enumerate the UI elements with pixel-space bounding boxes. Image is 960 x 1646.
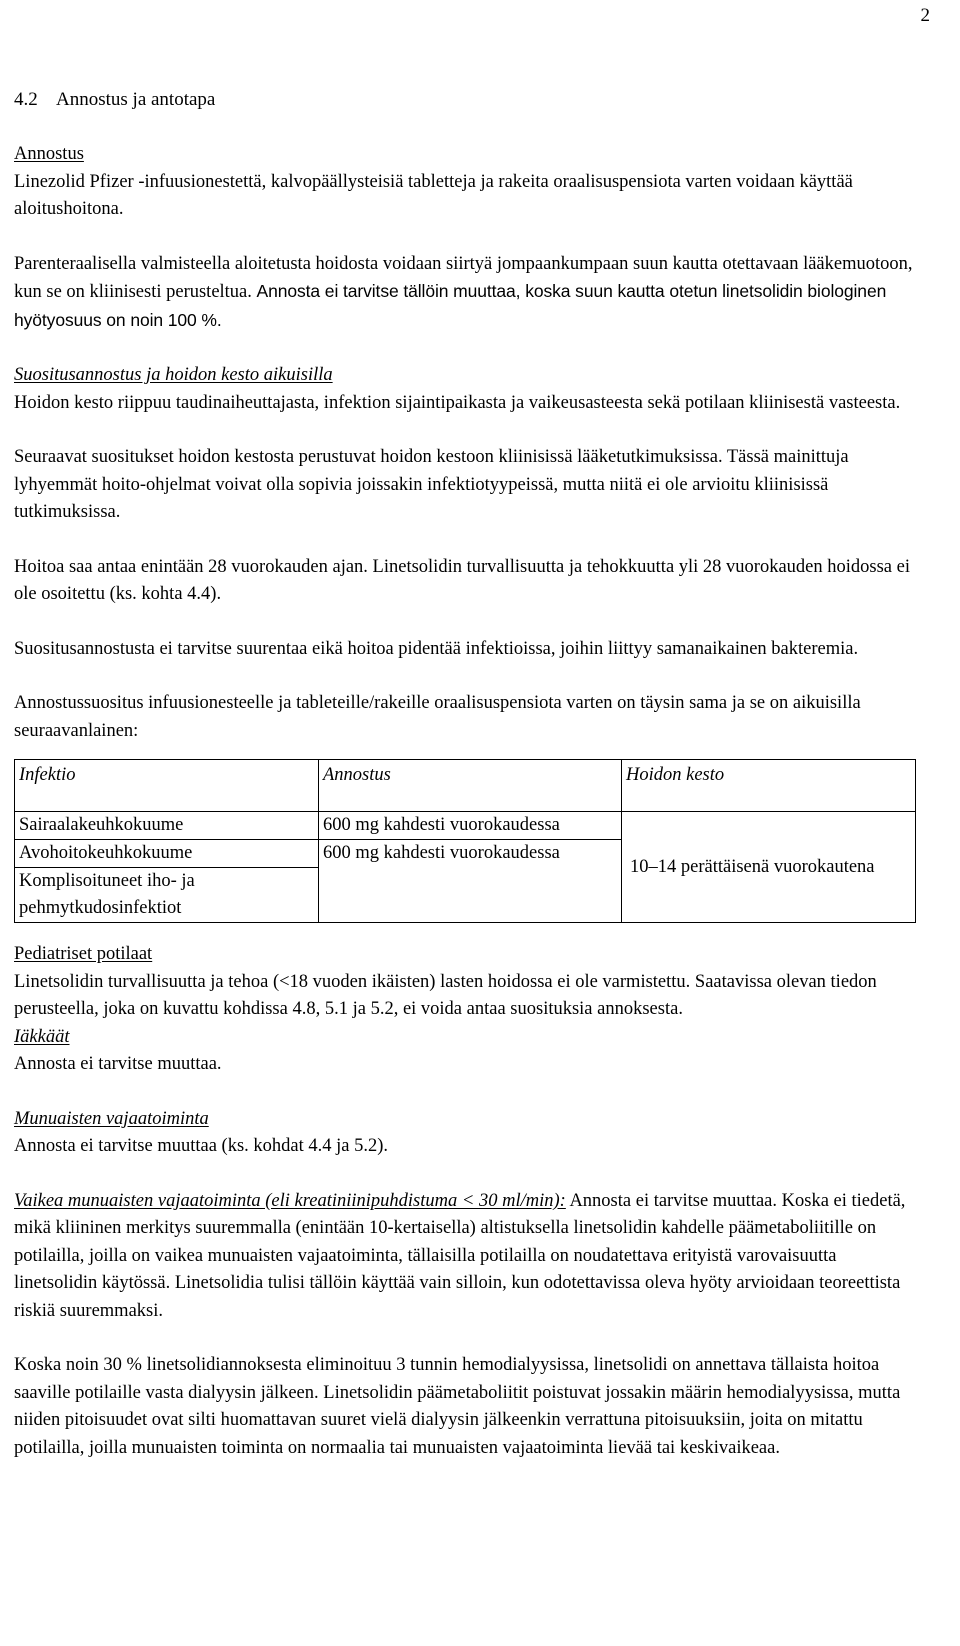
adults-paragraph-1: Hoidon kesto riippuu taudinaiheuttajasta, infektion sijaintipaikasta ja vaikeusasteesta sekä potilaan kliinisestä vasteesta.	[14, 392, 901, 413]
header-annostus: Annostus	[319, 760, 622, 812]
annostus-title: Annostus	[14, 144, 84, 164]
infection-iho-ja-pehmytkudos: Komplisoituneet iho- ja pehmytkudosinfektiot	[19, 871, 195, 918]
pediatric-text: Linetsolidin turvallisuutta ja tehoa (<18 vuoden ikäisten) lasten hoidossa ei ole varmistettu. Saatavissa olevan tiedon perusteella, joka on kuvattu kohdissa 4.8, 5.1 ja 5.2, ei voida antaa suosituksia annoksesta.	[14, 971, 877, 1019]
header-infektio: Infektio	[15, 760, 319, 812]
infection-sairaalakeuhkokuume: Sairaalakeuhkokuume	[15, 812, 318, 840]
infection-avohoitokeuhkokuume: Avohoitokeuhkokuume	[15, 840, 318, 868]
duration-cell: 10–14 perättäisenä vuorokautena	[622, 812, 916, 923]
adults-paragraph-4: Suositusannostusta ei tarvitse suurentaa eikä hoitoa pidentää infektioissa, joihin liittyy samanaikainen bakteremia.	[14, 638, 859, 659]
elderly-title: Iäkkäät	[14, 1026, 70, 1047]
annostus-paragraph-2-sans: Annosta ei tarvitse tällöin muuttaa, koska suun kautta otetun linetsolidin biologinen hyötyosuus on noin 100 %.	[14, 281, 887, 330]
adults-paragraph-5: Annostussuositus infuusionesteelle ja tableteille/rakeille oraalisuspensiota varten on täysin sama ja se on aikuisilla seuraavanlainen:	[14, 693, 861, 741]
renal-title: Munuaisten vajaatoiminta	[14, 1108, 209, 1129]
dosage-table-row	[15, 812, 916, 923]
adults-paragraph-3: Hoitoa saa antaa enintään 28 vuorokauden ajan. Linetsolidin turvallisuutta ja tehokkuutta yli 28 vuorokauden hoidossa ei ole osoitettu (ks. kohta 4.4).	[14, 556, 910, 604]
infection-cell	[15, 812, 319, 923]
severe-renal-paragraph	[14, 1188, 924, 1326]
adults-title: Suositusannostus ja hoidon kesto aikuisilla	[14, 365, 333, 385]
annostus-paragraph-2-serif: Parenteraalisella valmisteella aloitetusta hoidosta voidaan siirtyä jompaankumpaan suun kautta otettavaan lääkemuotoon, kun se on kliinisesti perusteltua.	[14, 253, 913, 302]
adults-paragraph-2: Seuraavat suositukset hoidon kestosta perustuvat hoidon kestoon kliinisissä lääketutkimuksissa. Tässä mainittuja lyhyemmät hoito-ohjelmat voivat olla sopivia joissakin infektiotyypeissä, mutta niitä ei ole arvioitu kliinisissä tutkimuksissa.	[14, 447, 849, 522]
dialysis-paragraph: Koska noin 30 % linetsolidiannoksesta eliminoituu 3 tunnin hemodialyysissa, linetsolidi on annettava tällaista hoitoa saaville potilaille vasta dialyysin jälkeen. Linetsolidin päämetaboliitit poistuvat jossakin määrin hemodialyysissa, mutta niiden pitoisuudet ovat silti huomattavan suuret vielä dialyysin jälkeenkin verrattuna pitoisuuksiin, joita on mitattu potilailla, joilla munuaisten toiminta on normaalia tai munuaisten vajaatoiminta lievää tai keskivaikeaa.	[14, 1355, 901, 1458]
page-number: 2	[920, 5, 930, 26]
renal-text: Annosta ei tarvitse muuttaa (ks. kohdat 4.4 ja 5.2).	[14, 1136, 389, 1156]
dose-cell	[319, 812, 622, 923]
severe-renal-title: Vaikea munuaisten vajaatoiminta (eli kreatiniinipuhdistuma < 30 ml/min):	[14, 1190, 566, 1211]
section-heading	[14, 86, 924, 114]
dose-pneumonia: 600 mg kahdesti vuorokaudessa	[319, 812, 621, 840]
section-number: 4.2	[14, 89, 38, 110]
elderly-text: Annosta ei tarvitse muuttaa.	[14, 1054, 222, 1074]
pediatric-title: Pediatriset potilaat	[14, 944, 153, 964]
severe-renal-text: Annosta ei tarvitse muuttaa. Koska ei tiedetä, mikä kliininen merkitys suuremmalla (enintään 10-kertaisella) altistuksella linetsolidin kahdelle päämetaboliitille on potilailla, joilla on vaikea munuaisten vajaatoiminta, tällaisilla potilailla on noudatettava erityistä varovaisuutta linetsolidin käytössä. Linetsolidia tulisi tällöin käyttää vain silloin, kun odotettavissa oleva hyöty arvioidaan teoreettista riskiä suuremmaksi.	[14, 1190, 906, 1321]
dosage-table	[14, 759, 916, 923]
document-body	[14, 86, 924, 1462]
header-hoidon-kesto: Hoidon kesto	[622, 760, 916, 812]
annostus-paragraph-1: Linezolid Pfizer -infuusionestettä, kalvopäällysteisiä tabletteja ja rakeita oraalisuspensiota varten voidaan käyttää aloitushoitona.	[14, 171, 853, 219]
section-title: Annostus ja antotapa	[56, 89, 216, 110]
dose-skin-infection: 600 mg kahdesti vuorokaudessa	[323, 843, 560, 863]
dosage-table-header	[15, 760, 916, 812]
annostus-paragraph-2	[14, 251, 924, 336]
